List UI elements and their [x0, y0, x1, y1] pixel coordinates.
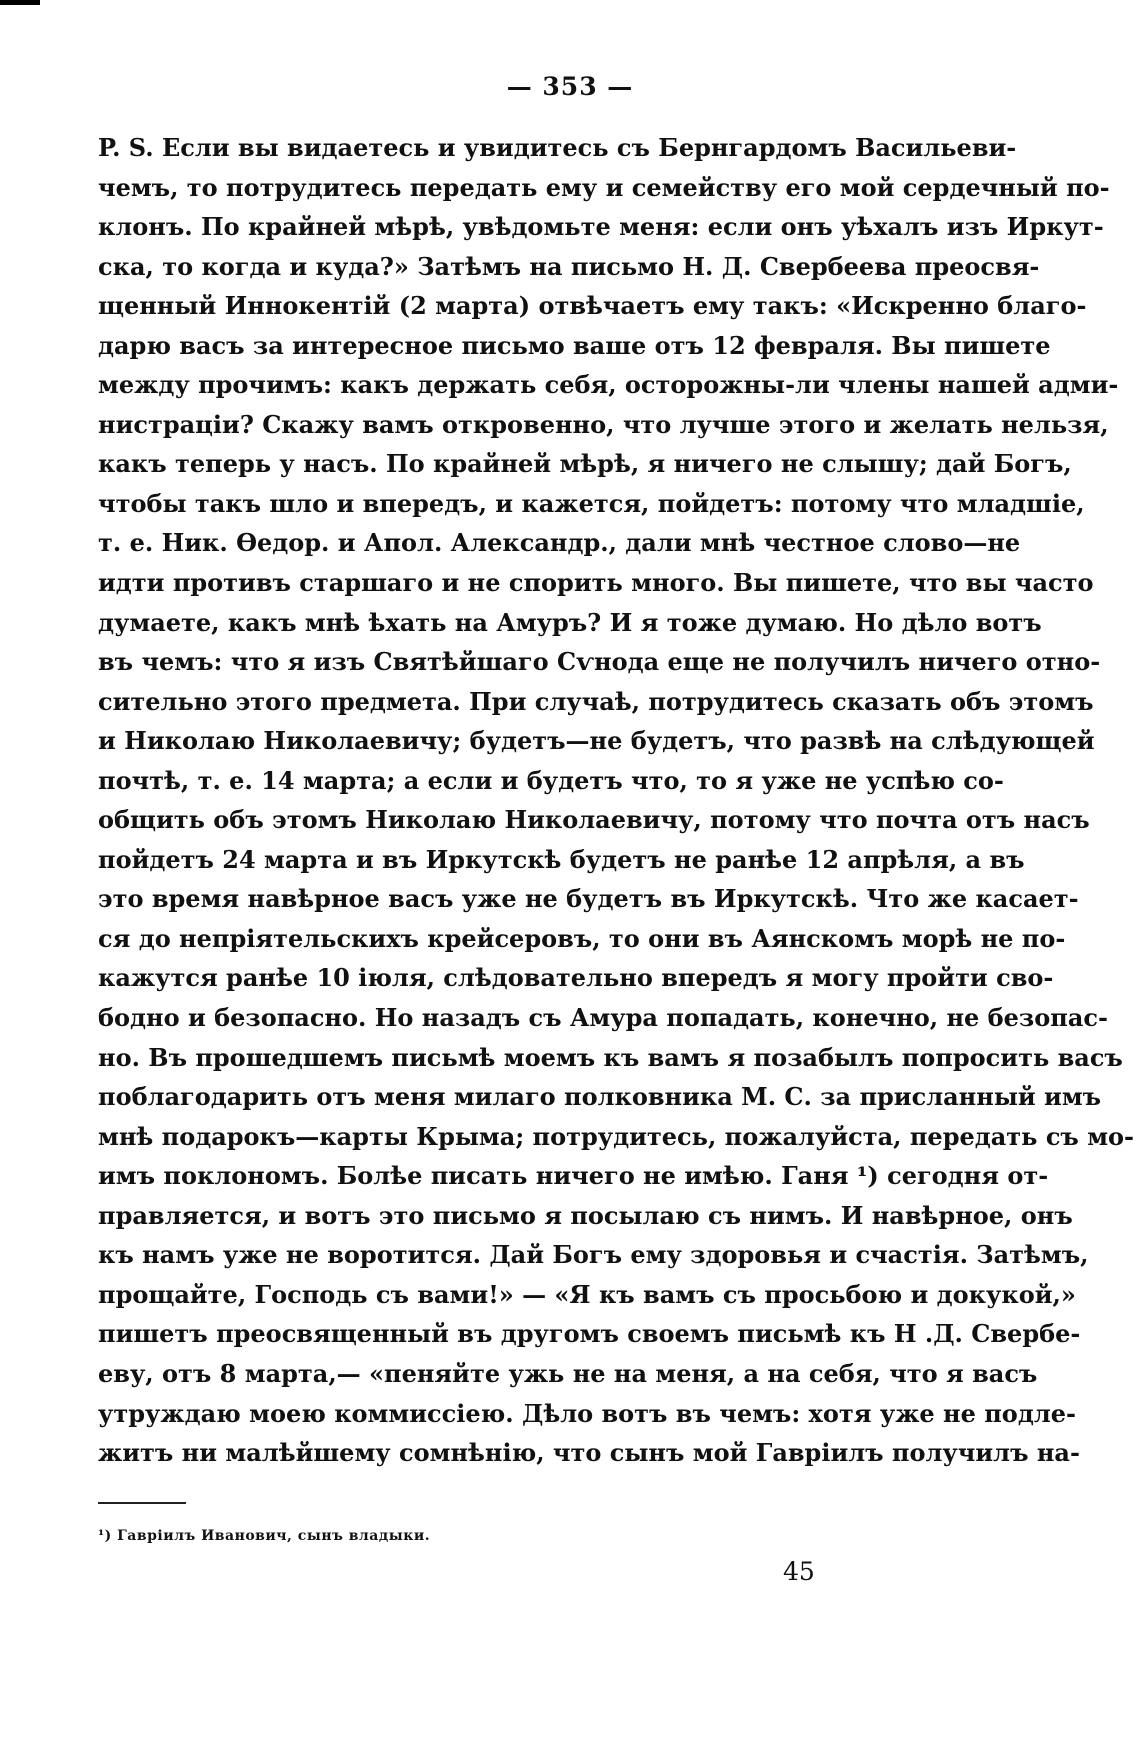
text-line: щенный Иннокентій (2 марта) отвѣчаетъ ему такъ: «Искренно благо-	[98, 291, 1087, 321]
text-line: дарю васъ за интересное письмо ваше отъ 12 февраля. Вы пишете	[98, 330, 1051, 360]
text-line: сительно этого предмета. При случаѣ, потрудитесь сказать объ этомъ	[98, 686, 1094, 716]
body-text	[98, 128, 1135, 1473]
text-line: житъ ни малѣйшему сомнѣнію, что сынъ мой Гавріилъ получилъ на-	[98, 1438, 1080, 1468]
text-line: еву, отъ 8 марта,— «пеняйте ужь не на меня, а на себя, что я васъ	[98, 1358, 1038, 1388]
text-line: думаете, какъ мнѣ ѣхать на Амуръ? И я тоже думаю. Но дѣло вотъ	[98, 607, 1042, 637]
text-line: идти противъ старшаго и не спорить много. Вы пишете, что вы часто	[98, 568, 1094, 598]
text-line: бодно и безопасно. Но назадъ съ Амура попадать, конечно, не безопас-	[98, 1003, 1108, 1033]
text-line: въ чемъ: что я изъ Святѣйшаго Сѵнода еще не получилъ ничего отно-	[98, 647, 1101, 677]
text-line: чемъ, то потрудитесь передать ему и семейству его мой сердечный по-	[98, 172, 1110, 202]
text-line: это время навѣрное васъ уже не будетъ въ Иркутскѣ. Что же касает-	[98, 884, 1079, 914]
text-line: мнѣ подарокъ—карты Крыма; потрудитесь, пожалуйста, передать съ мо-	[98, 1121, 1135, 1151]
page-number: — 353 —	[506, 72, 634, 101]
text-line: клонъ. По крайней мѣрѣ, увѣдомьте меня: если онъ уѣхалъ изъ Иркут-	[98, 212, 1104, 242]
text-line: и Николаю Николаевичу; будетъ—не будетъ, что развѣ на слѣдующей	[98, 726, 1095, 756]
text-line: какъ теперь у насъ. По крайней мѣрѣ, я ничего не слышу; дай Богъ,	[98, 449, 1072, 479]
text-line: общить объ этомъ Николаю Николаевичу, потому что почта отъ насъ	[98, 805, 1090, 835]
text-line: поблагодарить отъ меня милаго полковника М. С. за присланный имъ	[98, 1082, 1102, 1112]
text-line: ся до непріятельскихъ крейсеровъ, то они въ Аянскомъ морѣ не по-	[98, 923, 1066, 953]
text-line: но. Въ прошедшемъ письмѣ моемъ къ вамъ я позабылъ попросить васъ	[98, 1042, 1123, 1072]
text-line: почтѣ, т. е. 14 марта; а если и будетъ что, то я уже не успѣю со-	[98, 765, 1004, 795]
text-line: нистраціи? Скажу вамъ откровенно, что лучше этого и желать нельзя,	[98, 409, 1109, 439]
signature-mark: 45	[783, 1557, 815, 1586]
text-line: ска, то когда и куда?» Затѣмъ на письмо Н. Д. Свербеева преосвя-	[98, 251, 1040, 281]
text-line: утруждаю моею коммиссіею. Дѣло вотъ въ чемъ: хотя уже не подле-	[98, 1398, 1076, 1428]
text-line: къ намъ уже не воротится. Дай Богъ ему здоровья и счастія. Затѣмъ,	[98, 1240, 1089, 1270]
text-line: имъ поклономъ. Болѣе писать ничего не имѣю. Ганя ¹) сегодня от-	[98, 1161, 1049, 1191]
text-line: прощайте, Господь съ вами!» — «Я къ вамъ съ просьбою и докукой,»	[98, 1279, 1076, 1309]
text-line: кажутся ранѣе 10 іюля, слѣдовательно впередъ я могу пройти сво-	[98, 963, 1054, 993]
text-line: P. S. Если вы видаетесь и увидитесь съ Бернгардомъ Васильеви-	[98, 133, 1017, 162]
scan-corner-mark	[0, 0, 40, 5]
text-line: между прочимъ: какъ держать себя, осторожны-ли члены нашей адми-	[98, 370, 1119, 400]
text-line: чтобы такъ шло и впередъ, и кажется, пойдетъ: потому что младшіе,	[98, 488, 1085, 518]
footnote-separator	[98, 1502, 186, 1504]
text-line: т. е. Ник. Өедор. и Апол. Александр., дали мнѣ честное слово—не	[98, 528, 1021, 558]
footnote: ¹) Гавріилъ Иванович, сынъ владыки.	[98, 1528, 431, 1544]
text-line: правляется, и вотъ это письмо я посылаю съ нимъ. И навѣрное, онъ	[98, 1200, 1073, 1230]
text-line: пойдетъ 24 марта и въ Иркутскѣ будетъ не ранѣе 12 апрѣля, а въ	[98, 844, 1025, 874]
text-line: пишетъ преосвященный въ другомъ своемъ письмѣ къ Н .Д. Свербе-	[98, 1319, 1081, 1349]
